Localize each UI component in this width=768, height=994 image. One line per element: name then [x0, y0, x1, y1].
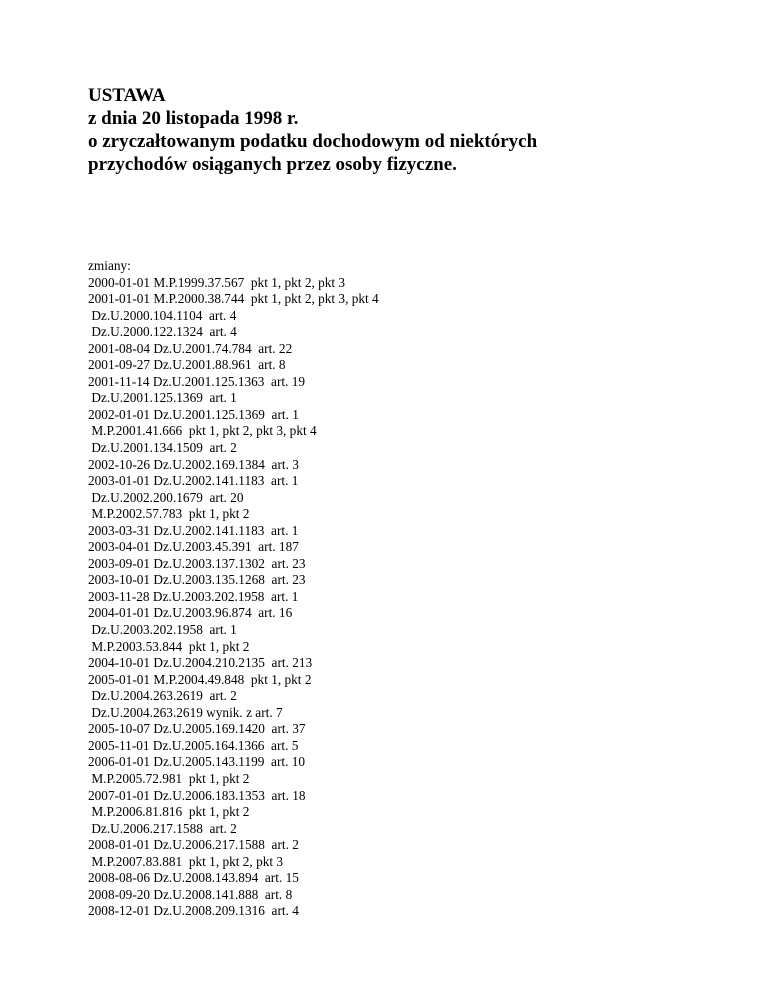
amendment-entry: 2007-01-01 Dz.U.2006.183.1353 art. 18 [88, 787, 306, 803]
amendment-entry: M.P.2006.81.816 pkt 1, pkt 2 [88, 804, 250, 820]
amendment-entry: Dz.U.2002.200.1679 art. 20 [88, 489, 244, 505]
amendment-entry: 2006-01-01 Dz.U.2005.143.1199 art. 10 [88, 754, 306, 770]
title-line-date: z dnia 20 listopada 1998 r. [88, 108, 299, 129]
amendment-entry: 2001-01-01 M.P.2000.38.744 pkt 1, pkt 2, pkt 3, pkt 4 [88, 291, 379, 307]
amendment-entry: 2008-12-01 Dz.U.2008.209.1316 art. 4 [88, 903, 299, 919]
amendment-entry: Dz.U.2004.263.2619 wynik. z art. 7 [88, 704, 283, 720]
amendment-entry: 2002-01-01 Dz.U.2001.125.1369 art. 1 [88, 406, 299, 422]
amendment-entry: M.P.2002.57.783 pkt 1, pkt 2 [88, 506, 250, 522]
amendment-entry: Dz.U.2000.122.1324 art. 4 [88, 324, 237, 340]
document-title [88, 84, 728, 176]
amendment-entry: Dz.U.2003.202.1958 art. 1 [88, 622, 237, 638]
amendment-entry: 2005-11-01 Dz.U.2005.164.1366 art. 5 [88, 737, 299, 753]
amendments-section [88, 258, 728, 920]
title-line-subject-1: o zryczałtowanym podatku dochodowym od niektórych [88, 131, 538, 152]
amendment-entry: 2000-01-01 M.P.1999.37.567 pkt 1, pkt 2, pkt 3 [88, 274, 346, 290]
amendment-entry: 2001-09-27 Dz.U.2001.88.961 art. 8 [88, 357, 286, 373]
amendment-entry: Dz.U.2000.104.1104 art. 4 [88, 307, 237, 323]
amendment-entry: 2004-01-01 Dz.U.2003.96.874 art. 16 [88, 605, 293, 621]
amendment-entry: 2003-11-28 Dz.U.2003.202.1958 art. 1 [88, 588, 299, 604]
amendment-entry: 2003-01-01 Dz.U.2002.141.1183 art. 1 [88, 473, 299, 489]
title-line-subject-2: przychodów osiąganych przez osoby fizyczne. [88, 154, 457, 175]
amendment-entry: 2004-10-01 Dz.U.2004.210.2135 art. 213 [88, 655, 313, 671]
amendment-entry: M.P.2003.53.844 pkt 1, pkt 2 [88, 638, 250, 654]
amendment-entry: 2008-08-06 Dz.U.2008.143.894 art. 15 [88, 870, 299, 886]
amendment-entry: 2003-03-31 Dz.U.2002.141.1183 art. 1 [88, 522, 299, 538]
amendment-entry: M.P.2001.41.666 pkt 1, pkt 2, pkt 3, pkt 4 [88, 423, 317, 439]
amendment-entry: 2003-09-01 Dz.U.2003.137.1302 art. 23 [88, 555, 306, 571]
amendment-entry: 2005-10-07 Dz.U.2005.169.1420 art. 37 [88, 721, 306, 737]
amendment-entry: 2003-04-01 Dz.U.2003.45.391 art. 187 [88, 539, 299, 555]
amendments-list [88, 275, 728, 920]
amendment-entry: Dz.U.2001.125.1369 art. 1 [88, 390, 237, 406]
amendment-entry: Dz.U.2001.134.1509 art. 2 [88, 440, 237, 456]
amendment-entry: M.P.2007.83.881 pkt 1, pkt 2, pkt 3 [88, 853, 284, 869]
amendment-entry: 2001-11-14 Dz.U.2001.125.1363 art. 19 [88, 373, 306, 389]
amendment-entry: 2008-01-01 Dz.U.2006.217.1588 art. 2 [88, 837, 299, 853]
amendment-entry: Dz.U.2004.263.2619 art. 2 [88, 688, 237, 704]
title-line-act-type: USTAWA [88, 85, 166, 106]
amendment-entry: 2003-10-01 Dz.U.2003.135.1268 art. 23 [88, 572, 306, 588]
amendment-entry: Dz.U.2006.217.1588 art. 2 [88, 820, 237, 836]
amendment-entry: 2008-09-20 Dz.U.2008.141.888 art. 8 [88, 886, 293, 902]
amendment-entry: 2001-08-04 Dz.U.2001.74.784 art. 22 [88, 340, 293, 356]
amendment-entry: M.P.2005.72.981 pkt 1, pkt 2 [88, 770, 250, 786]
amendment-entry: 2002-10-26 Dz.U.2002.169.1384 art. 3 [88, 456, 299, 472]
amendment-entry: 2005-01-01 M.P.2004.49.848 pkt 1, pkt 2 [88, 671, 312, 687]
amendments-label: zmiany: [88, 258, 131, 273]
